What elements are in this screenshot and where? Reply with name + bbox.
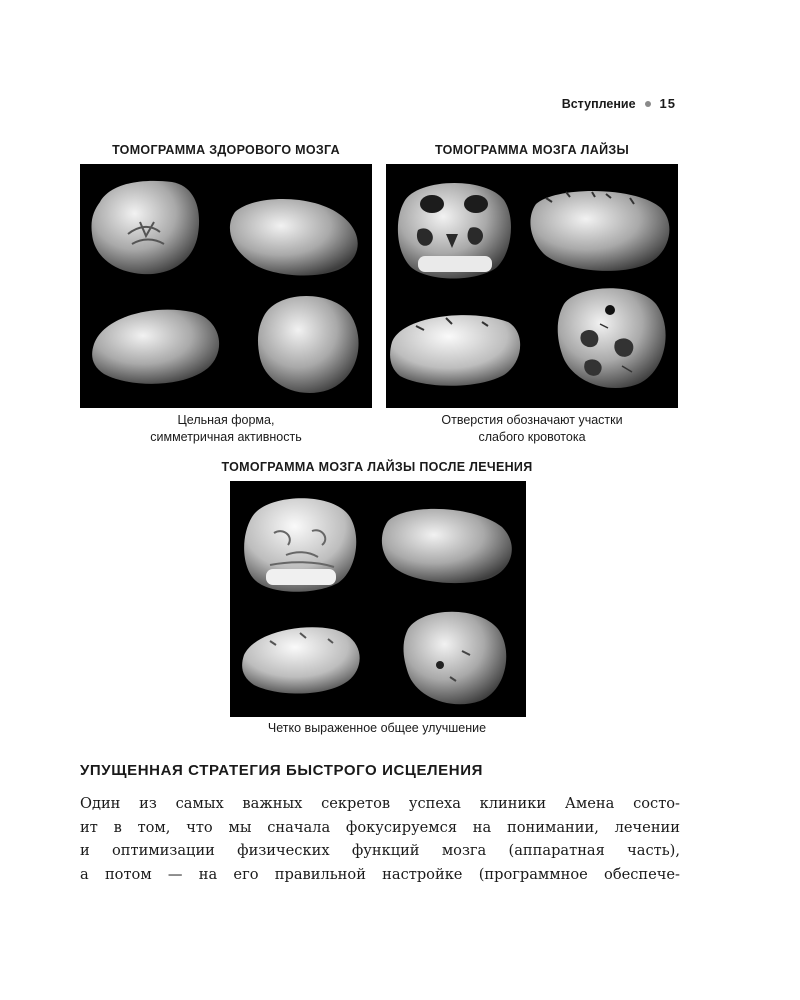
- running-header-section: Вступление: [561, 96, 636, 111]
- caption-line: Цельная форма,: [177, 413, 275, 427]
- healthy-brain-scan-image: [80, 164, 372, 408]
- lisa-brain-scan-image: [386, 164, 678, 408]
- figure-caption-lisa: [386, 412, 678, 446]
- figure-caption-healthy: [80, 412, 372, 446]
- paragraph-line: Один из самых важных секретов успеха клиники Амена состо-: [80, 795, 680, 812]
- running-header: [562, 96, 676, 111]
- caption-line: Отверстия обозначают участки: [441, 413, 623, 427]
- page-number: 15: [659, 96, 676, 111]
- caption-line: слабого кровотока: [478, 430, 586, 444]
- caption-line: симметричная активность: [150, 430, 302, 444]
- paragraph-line: ит в том, что мы сначала фокусируемся на понимании, лечении: [80, 818, 680, 836]
- paragraph-line: и оптимизации физических функций мозга (аппаратная часть),: [80, 842, 680, 859]
- figure-title-lisa: ТОМОГРАММА МОЗГА ЛАЙЗЫ: [434, 143, 630, 157]
- section-heading: УПУЩЕННАЯ СТРАТЕГИЯ БЫСТРОГО ИСЦЕЛЕНИЯ: [80, 762, 483, 779]
- caption-line: Четко выраженное общее улучшение: [267, 721, 487, 735]
- paragraph-line: а потом — на его правильной настройке (программное обеспече-: [80, 865, 680, 883]
- figure-caption-after: [130, 720, 624, 737]
- body-paragraph: [80, 792, 680, 886]
- after-treatment-brain-scan-image: [230, 481, 526, 717]
- bullet-icon: [645, 101, 651, 107]
- figure-title-healthy: ТОМОГРАММА ЗДОРОВОГО МОЗГА: [112, 143, 340, 157]
- figure-title-after: ТОМОГРАММА МОЗГА ЛАЙЗЫ ПОСЛЕ ЛЕЧЕНИЯ: [221, 460, 533, 474]
